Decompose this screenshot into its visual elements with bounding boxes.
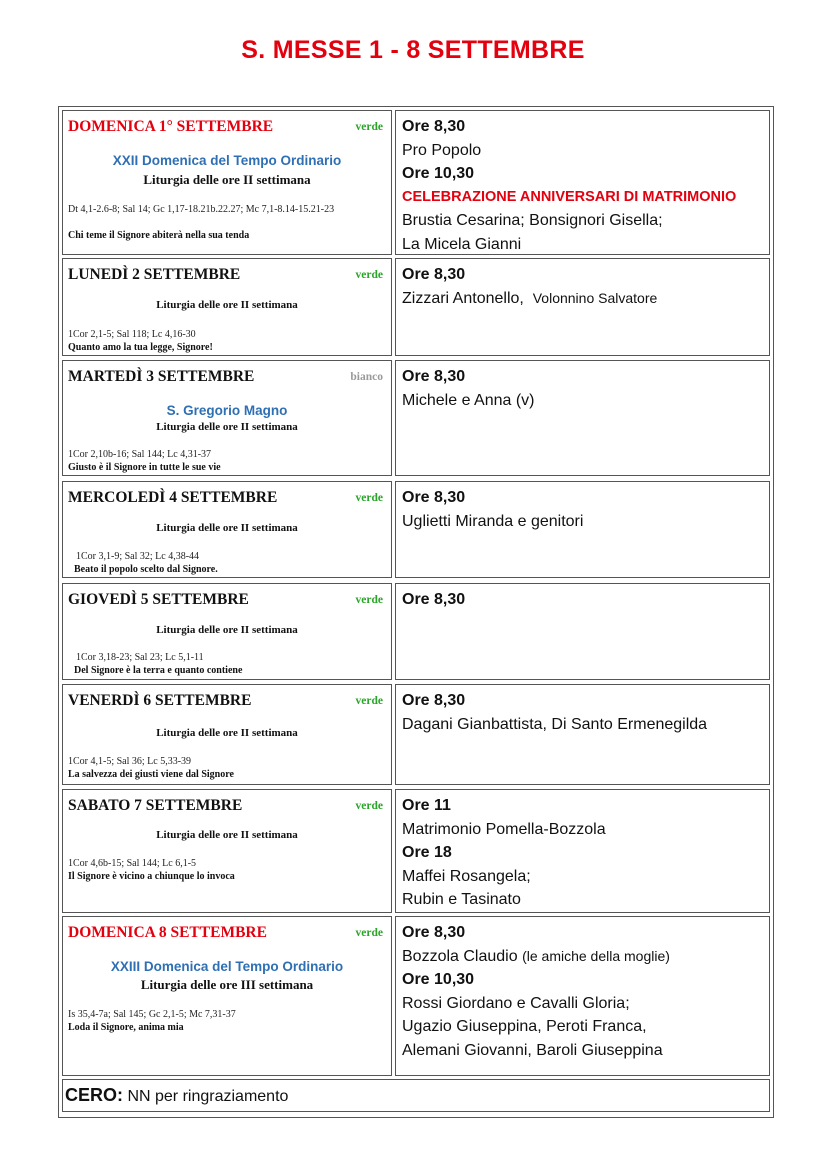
day-cell-4 (62, 481, 392, 578)
mass-cell-3 (395, 360, 770, 476)
liturgy-week: Liturgia delle ore II settimana (156, 522, 298, 534)
day-cell-2 (62, 258, 392, 356)
mass-event: CELEBRAZIONE ANNIVERSARI DI MATRIMONIO (402, 188, 737, 205)
readings: 1Cor 3,1-9; Sal 32; Lc 4,38-44 (76, 551, 200, 562)
day-name: MARTEDÌ 3 SETTEMBRE (68, 368, 255, 385)
day-cell-6 (62, 684, 392, 785)
liturgical-color: verde (355, 492, 383, 504)
day-name: VENERDÌ 6 SETTEMBRE (68, 692, 252, 709)
day-name: LUNEDÌ 2 SETTEMBRE (68, 266, 241, 283)
mass-hour: Ore 11 (402, 797, 451, 814)
mass-intention: Bozzola Claudio (402, 947, 518, 965)
motto: La salvezza dei giusti viene dal Signore (68, 769, 234, 780)
day-cell-3 (62, 360, 392, 476)
mass-hour: Ore 8,30 (402, 924, 466, 941)
day-name: DOMENICA 8 SETTEMBRE (68, 924, 267, 941)
mass-intention: Rossi Giordano e Cavalli Gloria; (402, 994, 630, 1012)
mass-intention-small: (le amiche della moglie) (522, 947, 670, 964)
mass-intention: Brustia Cesarina; Bonsignori Gisella; (402, 212, 663, 229)
readings: 1Cor 4,6b-15; Sal 144; Lc 6,1-5 (68, 858, 197, 869)
mass-hour: Ore 8,30 (402, 266, 466, 283)
readings: Dt 4,1-2.6-8; Sal 14; Gc 1,17-18.21b.22.27; Mc 7,1-8.14-15.21-23 (68, 204, 335, 215)
day-name: GIOVEDÌ 5 SETTEMBRE (68, 591, 249, 608)
day-name: SABATO 7 SETTEMBRE (68, 797, 243, 814)
mass-cell-5 (395, 583, 770, 680)
readings: 1Cor 4,1-5; Sal 36; Lc 5,33-39 (68, 756, 192, 767)
mass-hour: Ore 8,30 (402, 692, 466, 709)
liturgical-color: verde (355, 927, 383, 939)
liturgy-week: Liturgia delle ore II settimana (156, 624, 298, 636)
day-cell-8 (62, 916, 392, 1076)
readings: 1Cor 3,18-23; Sal 23; Lc 5,1-11 (76, 652, 204, 663)
day-cell-7 (62, 789, 392, 913)
mass-cell-6 (395, 684, 770, 785)
mass-cell-1 (395, 110, 770, 255)
motto: Loda il Signore, anima mia (68, 1022, 184, 1033)
mass-intention-small: Volonnino Salvatore (532, 289, 658, 306)
page-title: S. MESSE 1 - 8 SETTEMBRE (241, 36, 585, 64)
mass-cell-4 (395, 481, 770, 578)
liturgy-week: Liturgia delle ore II settimana (143, 172, 311, 187)
mass-intention: Matrimonio Pomella-Bozzola (402, 820, 606, 838)
mass-intention: La Micela Gianni (402, 235, 522, 253)
day-name: MERCOLEDÌ 4 SETTEMBRE (68, 489, 278, 506)
feast-name: XXIII Domenica del Tempo Ordinario (110, 959, 344, 974)
mass-intention: Ugazio Giuseppina, Peroti Franca, (402, 1018, 647, 1035)
day-name: DOMENICA 1° SETTEMBRE (68, 118, 274, 135)
cero-label: CERO: (65, 1085, 123, 1105)
mass-hour: Ore 8,30 (402, 591, 466, 608)
mass-intention: Pro Popolo (402, 141, 482, 159)
mass-intention: Michele e Anna (v) (402, 391, 535, 409)
mass-hour: Ore 18 (402, 844, 452, 861)
mass-hour: Ore 10,30 (402, 971, 475, 988)
day-cell-1 (62, 110, 392, 255)
mass-cell-2 (395, 258, 770, 356)
mass-hour: Ore 8,30 (402, 118, 466, 135)
mass-intention: Maffei Rosangela; (402, 867, 531, 885)
liturgy-week: Liturgia delle ore II settimana (156, 421, 298, 433)
mass-cell-7 (395, 789, 770, 913)
mass-hour: Ore 8,30 (402, 489, 466, 506)
readings: 1Cor 2,10b-16; Sal 144; Lc 4,31-37 (68, 449, 212, 460)
motto: Chi teme il Signore abiterà nella sua tenda (68, 230, 250, 241)
liturgical-color: verde (355, 594, 383, 606)
liturgy-week: Liturgia delle ore II settimana (156, 829, 298, 841)
mass-cell-8 (395, 916, 770, 1076)
mass-intention: Zizzari Antonello, (402, 289, 524, 307)
day-cell-5 (62, 583, 392, 680)
liturgy-week: Liturgia delle ore II settimana (156, 727, 298, 739)
liturgical-color: verde (355, 695, 383, 707)
motto: Giusto è il Signore in tutte le sue vie (68, 462, 221, 473)
motto: Del Signore è la terra e quanto contiene (74, 665, 243, 676)
feast-name: S. Gregorio Magno (166, 403, 288, 418)
motto: Quanto amo la tua legge, Signore! (68, 342, 213, 353)
motto: Beato il popolo scelto dal Signore. (74, 564, 218, 575)
mass-intention: Uglietti Miranda e genitori (402, 512, 584, 530)
mass-intention: Dagani Gianbattista, Di Santo Ermenegilda (402, 715, 708, 733)
readings: Is 35,4-7a; Sal 145; Gc 2,1-5; Mc 7,31-37 (68, 1009, 236, 1020)
liturgical-color: bianco (350, 371, 383, 383)
readings: 1Cor 2,1-5; Sal 118; Lc 4,16-30 (68, 329, 196, 340)
mass-intention: Rubin e Tasinato (402, 891, 521, 908)
mass-hour: Ore 8,30 (402, 368, 466, 385)
mass-intention: Alemani Giovanni, Baroli Giuseppina (402, 1041, 663, 1059)
motto: Il Signore è vicino a chiunque lo invoca (68, 871, 235, 882)
liturgical-color: verde (355, 269, 383, 281)
liturgy-week: Liturgia delle ore II settimana (156, 299, 298, 311)
liturgy-week: Liturgia delle ore III settimana (140, 977, 314, 992)
cero-row (62, 1079, 770, 1112)
cero-text: NN per ringraziamento (127, 1088, 289, 1105)
liturgical-color: verde (355, 800, 383, 812)
feast-name: XXII Domenica del Tempo Ordinario (112, 153, 342, 168)
liturgical-color: verde (355, 121, 383, 133)
mass-hour: Ore 10,30 (402, 165, 475, 182)
